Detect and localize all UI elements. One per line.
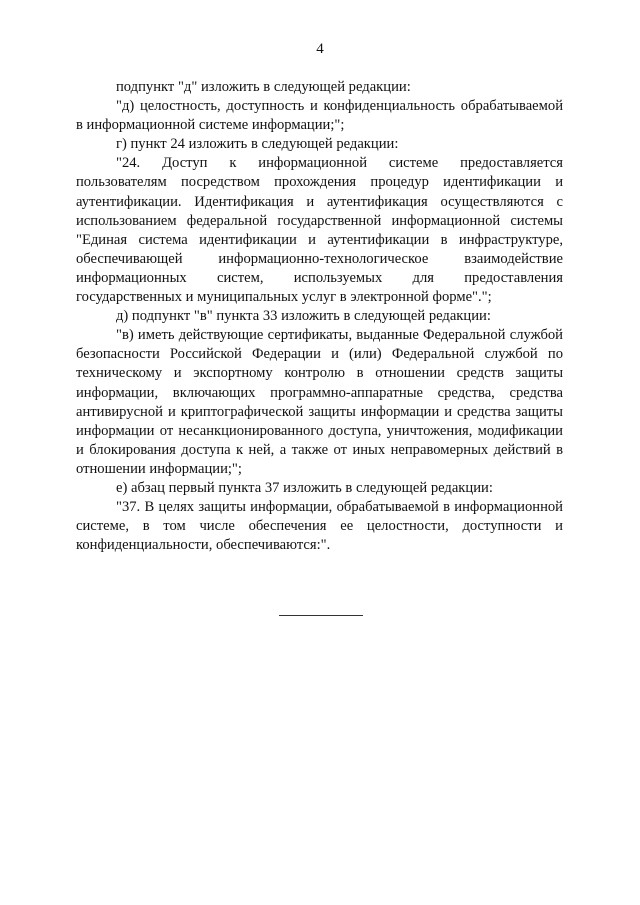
paragraph-item-d-intro: д) подпункт "в" пункта 33 изложить в следующей редакции: [116, 308, 491, 325]
paragraph-item-37-text: "37. В целях защиты информации, обрабатываемой в информационной системе, в том числе обеспечения ее целостности, доступности и конфиденциальности, обеспечиваются:". [76, 499, 563, 554]
paragraph-subitem-v-text: "в) иметь действующие сертификаты, выданные Федеральной службой безопасности Российской Федерации и (или) Федеральной службой по техническому и экспортному контролю в отношении средств защиты информации, включающих программно-аппаратные средства, средства антивирусной и криптографической защиты информации и средства защиты информации от несанкционированного доступа, уничтожения, модификации и блокирования доступа к ней, а также от иных неправомерных действий в отношении информации;"; [76, 327, 563, 477]
document-body [76, 78, 563, 555]
paragraph-item-g-intro: г) пункт 24 изложить в следующей редакции: [116, 136, 399, 153]
paragraph-item-24-text: "24. Доступ к информационной системе предоставляется пользователям посредством прохождения процедур идентификации и аутентификации. Идентификация и аутентификация осуществляются с использованием федеральной государственной информационной системы "Единая система идентификации и аутентификации в инфраструктуре, обеспечивающей информационно-технологическое взаимодействие информационных систем, используемых для предоставления государственных и муниципальных услуг в электронной форме"."; [76, 155, 563, 306]
paragraph-item-e-intro: е) абзац первый пункта 37 изложить в следующей редакции: [116, 479, 493, 496]
paragraph-subitem-d-text: "д) целостность, доступность и конфиденциальность обрабатываемой в информационной системе информации;"; [76, 98, 563, 134]
paragraph-subitem-d-intro: подпункт "д" изложить в следующей редакции: [116, 79, 411, 95]
end-separator-line [279, 615, 363, 616]
page-number: 4 [316, 41, 324, 57]
